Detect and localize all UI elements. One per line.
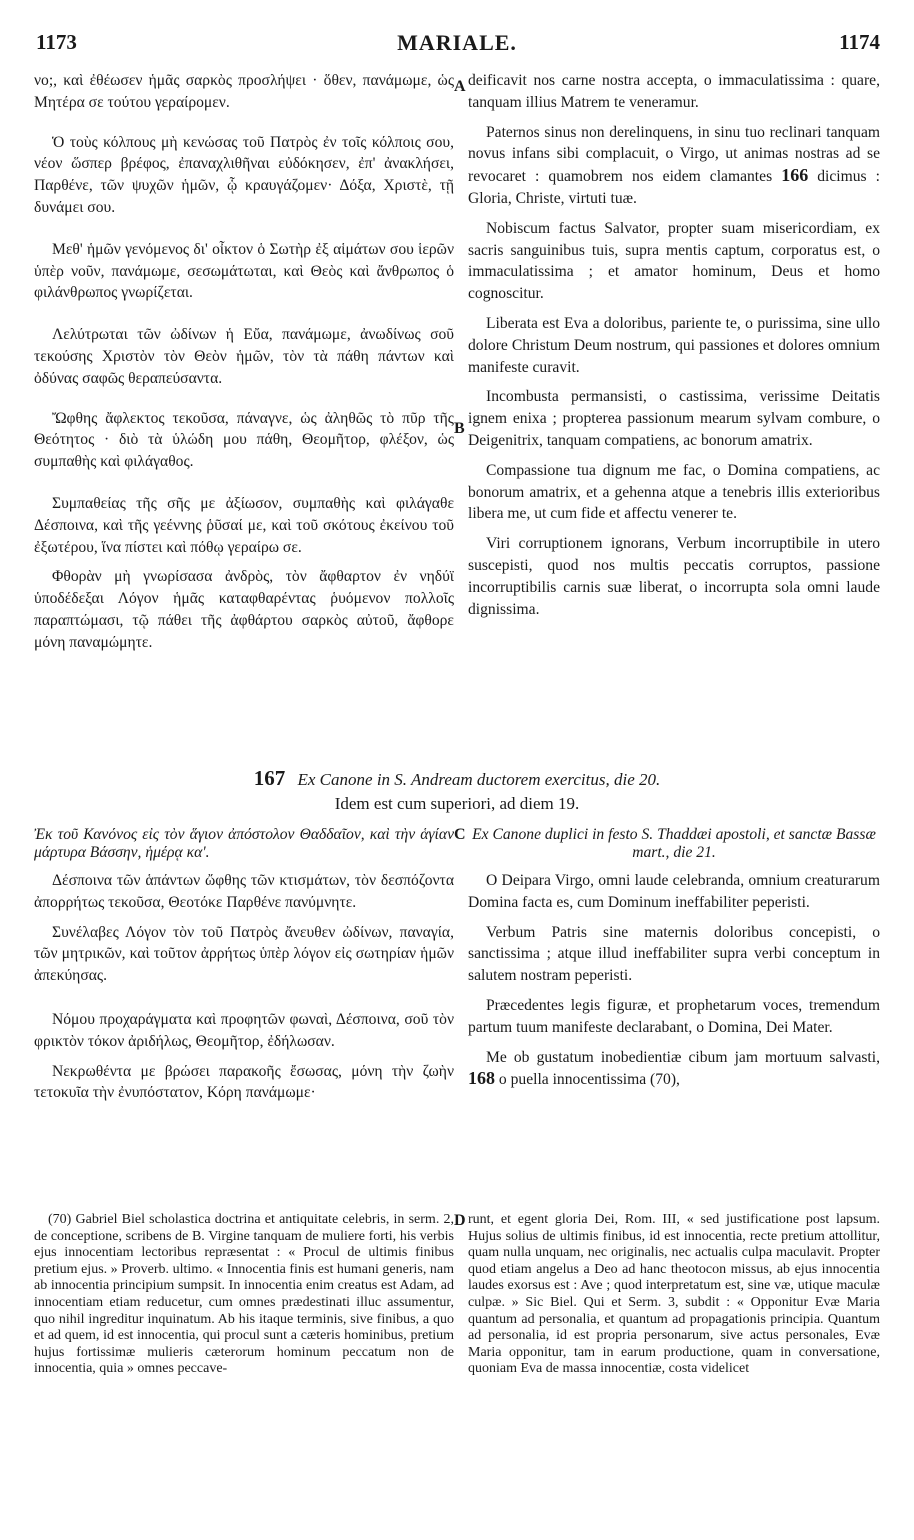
- margin-marker-b: B: [454, 420, 465, 437]
- greek-paragraph: Ὁ τοὺς κόλπους μὴ κενώσας τοῦ Πατρὸς ἐν τοῖς κόλποις σου, νέον ὥσπερ βρέφος, ἐπαναχλιθῆναι εὐδόκησεν, ἐπ' ἀνακλήσει, Παρθένε, τῶν ψυχῶν ἡμῶν, ᾧ κραυγάζομεν· Δόξα, Χριστὲ, τῇ δυνάμει σου.: [34, 133, 454, 216]
- latin-text: o puella innocentissima (70),: [498, 1071, 680, 1089]
- latin-column: [468, 826, 880, 1091]
- greek-paragraph: Μεθ' ἡμῶν γενόμενος δι' οἶκτον ὁ Σωτὴρ ἐξ αἱμάτων σου ἱερῶν ὑπὲρ νοῦν, πανάμωμε, σεσωμάτωται, καὶ Θεὸς καὶ ἄνθρωπος ὁ φιλάνθρωπος γνωρίζεται.: [34, 240, 454, 302]
- latin-paragraph: [468, 122, 880, 210]
- greek-paragraph: Δέσποινα τῶν ἁπάντων ὤφθης τῶν κτισμάτων, τὸν δεσπόζοντα ἀπορρήτως τεκοῦσα, Θεοτόκε Παρθένε πανύμνητε.: [34, 872, 454, 911]
- page-header: [34, 30, 880, 58]
- greek-paragraph: νο;, καὶ ἐθέωσεν ἡμᾶς σαρκὸς προσλήψει · ὅθεν, πανάμωμε, ὡς Μητέρα σε τούτου γεραίρομεν.: [34, 72, 454, 111]
- left-page-number: 1173: [36, 30, 77, 54]
- greek-paragraph: Νόμου προχαράγματα καὶ προφητῶν φωναὶ, Δέσποινα, σοῦ τὸν φρικτὸν τόκον ἀριδήλως, Θεομῆτορ, ἐδήλωσαν.: [34, 1010, 454, 1050]
- latin-paragraph: [468, 1047, 880, 1092]
- margin-column-number: 168: [468, 1068, 495, 1089]
- greek-paragraph: Νεκρωθέντα με βρώσει παρακοῆς ἔσωσας, μόνη τὴν ζωὴν τετοκυῖα τὴν ἐνυπόστατον, Κόρη πανάμωμε·: [34, 1062, 454, 1102]
- footnote-left-column: [34, 1212, 454, 1378]
- latin-paragraph: deificavit nos carne nostra accepta, o immaculatissima : quare, tanquam illius Matrem te veneramur.: [468, 72, 880, 111]
- canon-heading: [34, 766, 880, 791]
- footnote-right-column: [468, 1212, 880, 1378]
- canon-title: Ex Canone in S. Andream ductorem exercitus, die 20.: [297, 770, 661, 789]
- latin-text: Me ob gustatum inobedientiæ cibum jam mortuum salvasti,: [486, 1048, 880, 1066]
- latin-column: [468, 70, 880, 620]
- greek-column: [34, 826, 454, 1104]
- margin-column-number: 166: [781, 165, 809, 186]
- latin-paragraph: Viri corruptionem ignorans, Verbum incorruptibile in utero suscepisti, quod nos multis peccatis corruptos, passione incorruptibilis carnis suæ liberat, o incorrupta sola omni laude dignissima.: [468, 535, 880, 618]
- greek-paragraph: Συνέλαβες Λόγον τὸν τοῦ Πατρὸς ἄνευθεν ὠδίνων, παναγία, τῶν μητρικῶν, καὶ τοῦτον ἀρρήτως ὑπὲρ λόγον εἰς σωτηρίαν ἡμῶν ἀπεκύησας.: [34, 923, 454, 985]
- latin-paragraph: Incombusta permansisti, o castissima, verissime Deitatis ignem enixa ; propterea passionum mearum sylvam combure, o Deigenitrix, tanquam compatiens, ac bonorum amatrix.: [468, 388, 880, 449]
- greek-paragraph: Φθορὰν μὴ γνωρίσασα ἀνδρὸς, τὸν ἄφθαρτον ἐν νηδύϊ ὑποδέδεξαι Λόγον ἡμᾶς καταφθαρέντας ῥυόμενον πολλοῖς παραπτώμασι, τῷ πάθει τῆς ἀφθάρτου σαρκὸς αὐτοῦ, ἄφθορε μόνη παναμώμητε.: [34, 568, 454, 651]
- greek-column: [34, 70, 454, 654]
- canon-subtitle: Idem est cum superiori, ad diem 19.: [334, 794, 580, 813]
- right-page-number: 1174: [839, 30, 880, 54]
- greek-paragraph: Συμπαθείας τῆς σῆς με ἀξίωσον, συμπαθὴς καὶ φιλάγαθε Δέσποινα, καὶ τῆς γεέννης ῥῦσαί με, καὶ τοῦ σκότους ἐκείνου τοῦ ἐξωτέρου, ἵνα πίστει καὶ πόθῳ γεραίρω σε.: [34, 494, 454, 556]
- canon-number: 167: [253, 766, 286, 790]
- running-title: MARIALE.: [397, 30, 517, 55]
- latin-paragraph: Compassione tua dignum me fac, o Domina compatiens, ac bonorum amatrix, et a gehenna atque a tenebris illis exterioribus libera me, ut cum fide et affectu venerer te.: [468, 461, 880, 523]
- latin-paragraph: Præcedentes legis figuræ, et prophetarum voces, tremendum partum tuum manifeste declarabant, o Domina, Dei Mater.: [468, 996, 880, 1036]
- latin-heading: Ex Canone duplici in festo S. Thaddæi apostoli, et sanctæ Bassæ mart., die 21.: [472, 826, 876, 861]
- latin-paragraph: Nobiscum factus Salvator, propter suam misericordiam, ex sacris sanguinibus tuis, supra mentis captum, corporatus est, o immaculatissima ; et amator hominum, Deus et homo cognoscitur.: [468, 219, 880, 303]
- margin-marker-c: C: [454, 826, 466, 843]
- latin-text: Paternos sinus non derelinquens, in sinu tuo reclinari tanquam novus infans sibi complacuit, o Virgo, ut animas nostras ad se revocaret : quamobrem nos eidem clamantes: [468, 123, 880, 186]
- greek-heading: Ἐκ τοῦ Κανόνος εἰς τὸν ἅγιον ἀπόστολον Θαδδαῖον, καὶ τὴν ἁγίαν μάρτυρα Βάσσην, ἡμέρᾳ κα'.: [34, 826, 454, 861]
- latin-text: dicimus : Gloria, Christe, virtuti tuæ.: [468, 168, 880, 207]
- parallel-text-section-1: [34, 70, 880, 750]
- margin-marker-d: D: [454, 1212, 466, 1229]
- greek-paragraph: Ὤφθης ἄφλεκτος τεκοῦσα, πάναγνε, ὡς ἀληθῶς τὸ πῦρ τῆς Θεότητος · διὸ τὰ ὑλώδη μου πάθη, Θεομῆτορ, φλέξον, ὡς συμπαθὴς καὶ φιλάγαθος.: [34, 409, 454, 471]
- parallel-text-section-2: [34, 826, 880, 1196]
- margin-marker-a: A: [454, 78, 466, 95]
- greek-paragraph: Λελύτρωται τῶν ὠδίνων ἡ Εὔα, πανάμωμε, ἀνωδίνως σοῦ τεκούσης Χριστὸν τὸν Θεὸν ἡμῶν, τὸν τὰ πάθη πάντων καὶ ὀδύνας σαφῶς θεραπεύσαντα.: [34, 326, 454, 387]
- latin-paragraph: Liberata est Eva a doloribus, pariente te, o purissima, sine ullo dolore Christum Deum nostrum, qui passiones et dolores omnium manifeste curavit.: [468, 314, 880, 376]
- latin-paragraph: O Deipara Virgo, omni laude celebranda, omnium creaturarum Domina facta es, cum Dominum ineffabiliter peperisti.: [468, 872, 880, 911]
- latin-paragraph: Verbum Patris sine maternis doloribus concepisti, o sanctissima ; atque illud ineffabiliter supra verbi conceptum in salutem nostram peperisti.: [468, 923, 880, 985]
- footnote-text: runt, et egent gloria Dei, Rom. III, « sed justificatione post lapsum. Hujus solius de ultimis finibus, id est innocentia, recte pretium attollitur, quam nulla unquam, nec originalis, nec actualis culpa maculavit. Propter quod etiam angelus a Deo ad hanc theotocon missus, ab ejus innocentia laudes exorsus est : Ave ; quod interpretatum est, sine væ, utique maculæ culpæ. » Sic Biel. Qui et Serm. 3, subdit : « Opponitur Evæ Maria quantum ad personalia, et quantum ad propagationis principia. Quantum ad personalia, id est propria personarum, sive actus personales, Evæ Maria opponitur, tam in earum productione, quam in conversatione, quoniam Eva de massa innocentiæ, costa videlicet: [468, 1212, 880, 1377]
- footnotes: [34, 1212, 880, 1512]
- footnote-text: (70) Gabriel Biel scholastica doctrina et antiquitate celebris, in serm. 2, de conceptione, scribens de B. Virgine tanquam de muliere forti, his verbis ejus innocentiam lectoribus repræsentat : « Procul de ultimis finibus pretium ejus. » Proverb. ultimo. « Innocentia finis est humani generis, nam ab innocentia principium sumpsit. In innocentia enim creatus est Adam, ad innocentiam etiam reducetur, cum omnes prædestinati illuc assumentur, quo nihil ingreditur inquinatum. Ab his itaque terminis, sive finibus, a quo et ad quem, id est innocentia, qui procul sunt a cæteris hominibus, pretium hujus fortissimæ mulieris cæterorum hominum peccatum non de innocentia, quia » omnes peccave-: [34, 1212, 454, 1377]
